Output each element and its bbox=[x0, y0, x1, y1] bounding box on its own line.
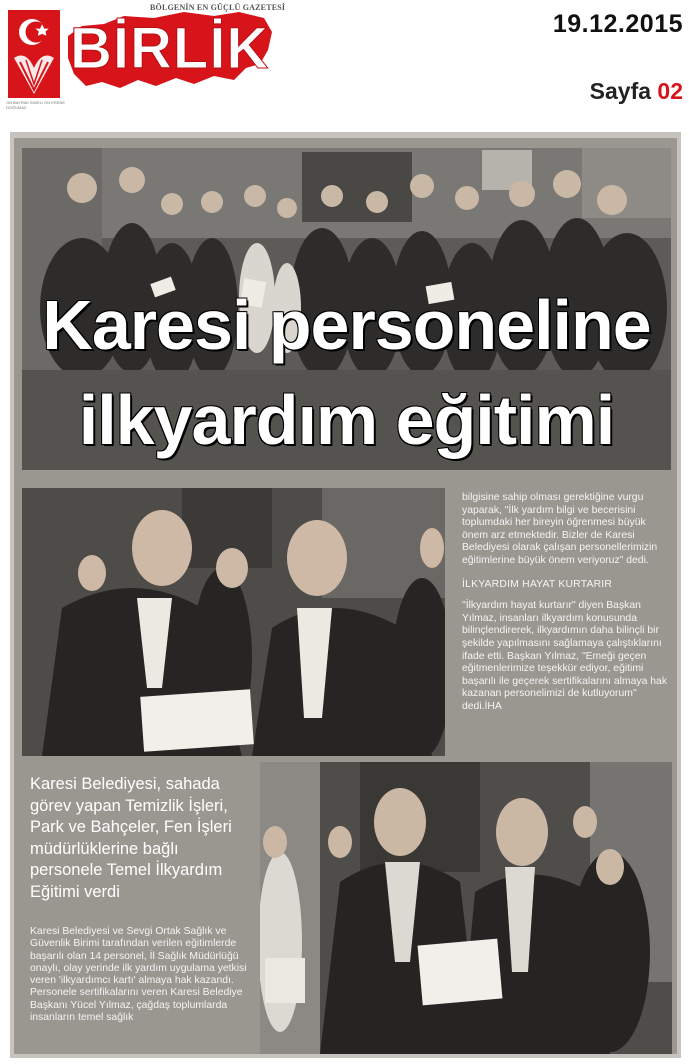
tagline: BÖLGENİN EN GÜÇLÜ GAZETESİ bbox=[150, 3, 286, 12]
column-paragraph-1: bilgisine sahip olması gerektiğine vurgu yaparak, "İlk yardım bilgi ve becerisini toplumdaki her bireyin öğrenmesi büyük önem arz etmektedir. Bizler de Karesi Belediyesi olarak çalışan personellerimizin eğitimlerine büyük önem veriyoruz" dedi. bbox=[462, 492, 658, 566]
logo-text: BİRLİK bbox=[70, 16, 270, 81]
column-paragraph-2: "İlkyardım hayat kurtarır" diyen Başkan Yılmaz, insanları ilkyardım konusunda bilinçlendirerek, ilkyardımın daha bilinçli bir şekilde yapılmasını sağlamaya çalıştıklarını ifade etti. Başkan Yılmaz, "Emeği geçen eğitmenlerimize teşekkür ediyor, eğitimi başarılı ile geçerek sertifikalarını almaya hak kazanan personelimizi de kutluyorum" dedi.İHA bbox=[462, 600, 668, 712]
turkish-flag-icon bbox=[8, 10, 60, 98]
article-summary: Karesi Belediyesi, sahada görev yapan Temizlik İşleri, Park ve Bahçeler, Fen İşleri müdürlüklerine bağlı personele Temel İlkyardım Eğitimi verdi bbox=[30, 775, 232, 901]
headline-line-2: ilkyardım eğitimi bbox=[78, 381, 615, 459]
handshake-photo bbox=[22, 488, 445, 756]
article-column-right bbox=[462, 492, 674, 725]
issue-date: 19.12.2015 bbox=[552, 10, 683, 38]
headline-line-1: Karesi personeline bbox=[42, 286, 651, 364]
certificate-photo bbox=[260, 762, 672, 1054]
column-subheading: İLKYARDIM HAYAT KURTARIR bbox=[462, 578, 613, 590]
article-body: Karesi Belediyesi ve Sevgi Ortak Sağlık ve Güvenlik Birimi tarafından verilen eğitimlerde başarılı olan 14 personel, İl Sağlık Müdürlüğü onaylı, olay yerinde ilk yardım uygulama yetkisi veren 'ilkyardımcı kartı' almaya hak kazandı. Personele sertifikalarını veren Karesi Belediye Başkanı Yücel Yılmaz, çağdaş toplumlarda insanların temel sağlık bbox=[30, 926, 247, 1024]
flag-caption: ON BAYRAK İMZELİ ON ERENE DOĞUMAZ bbox=[6, 100, 66, 110]
page-number: 02 bbox=[657, 78, 683, 104]
page-word: Sayfa bbox=[589, 78, 652, 104]
page-indicator bbox=[590, 78, 683, 105]
